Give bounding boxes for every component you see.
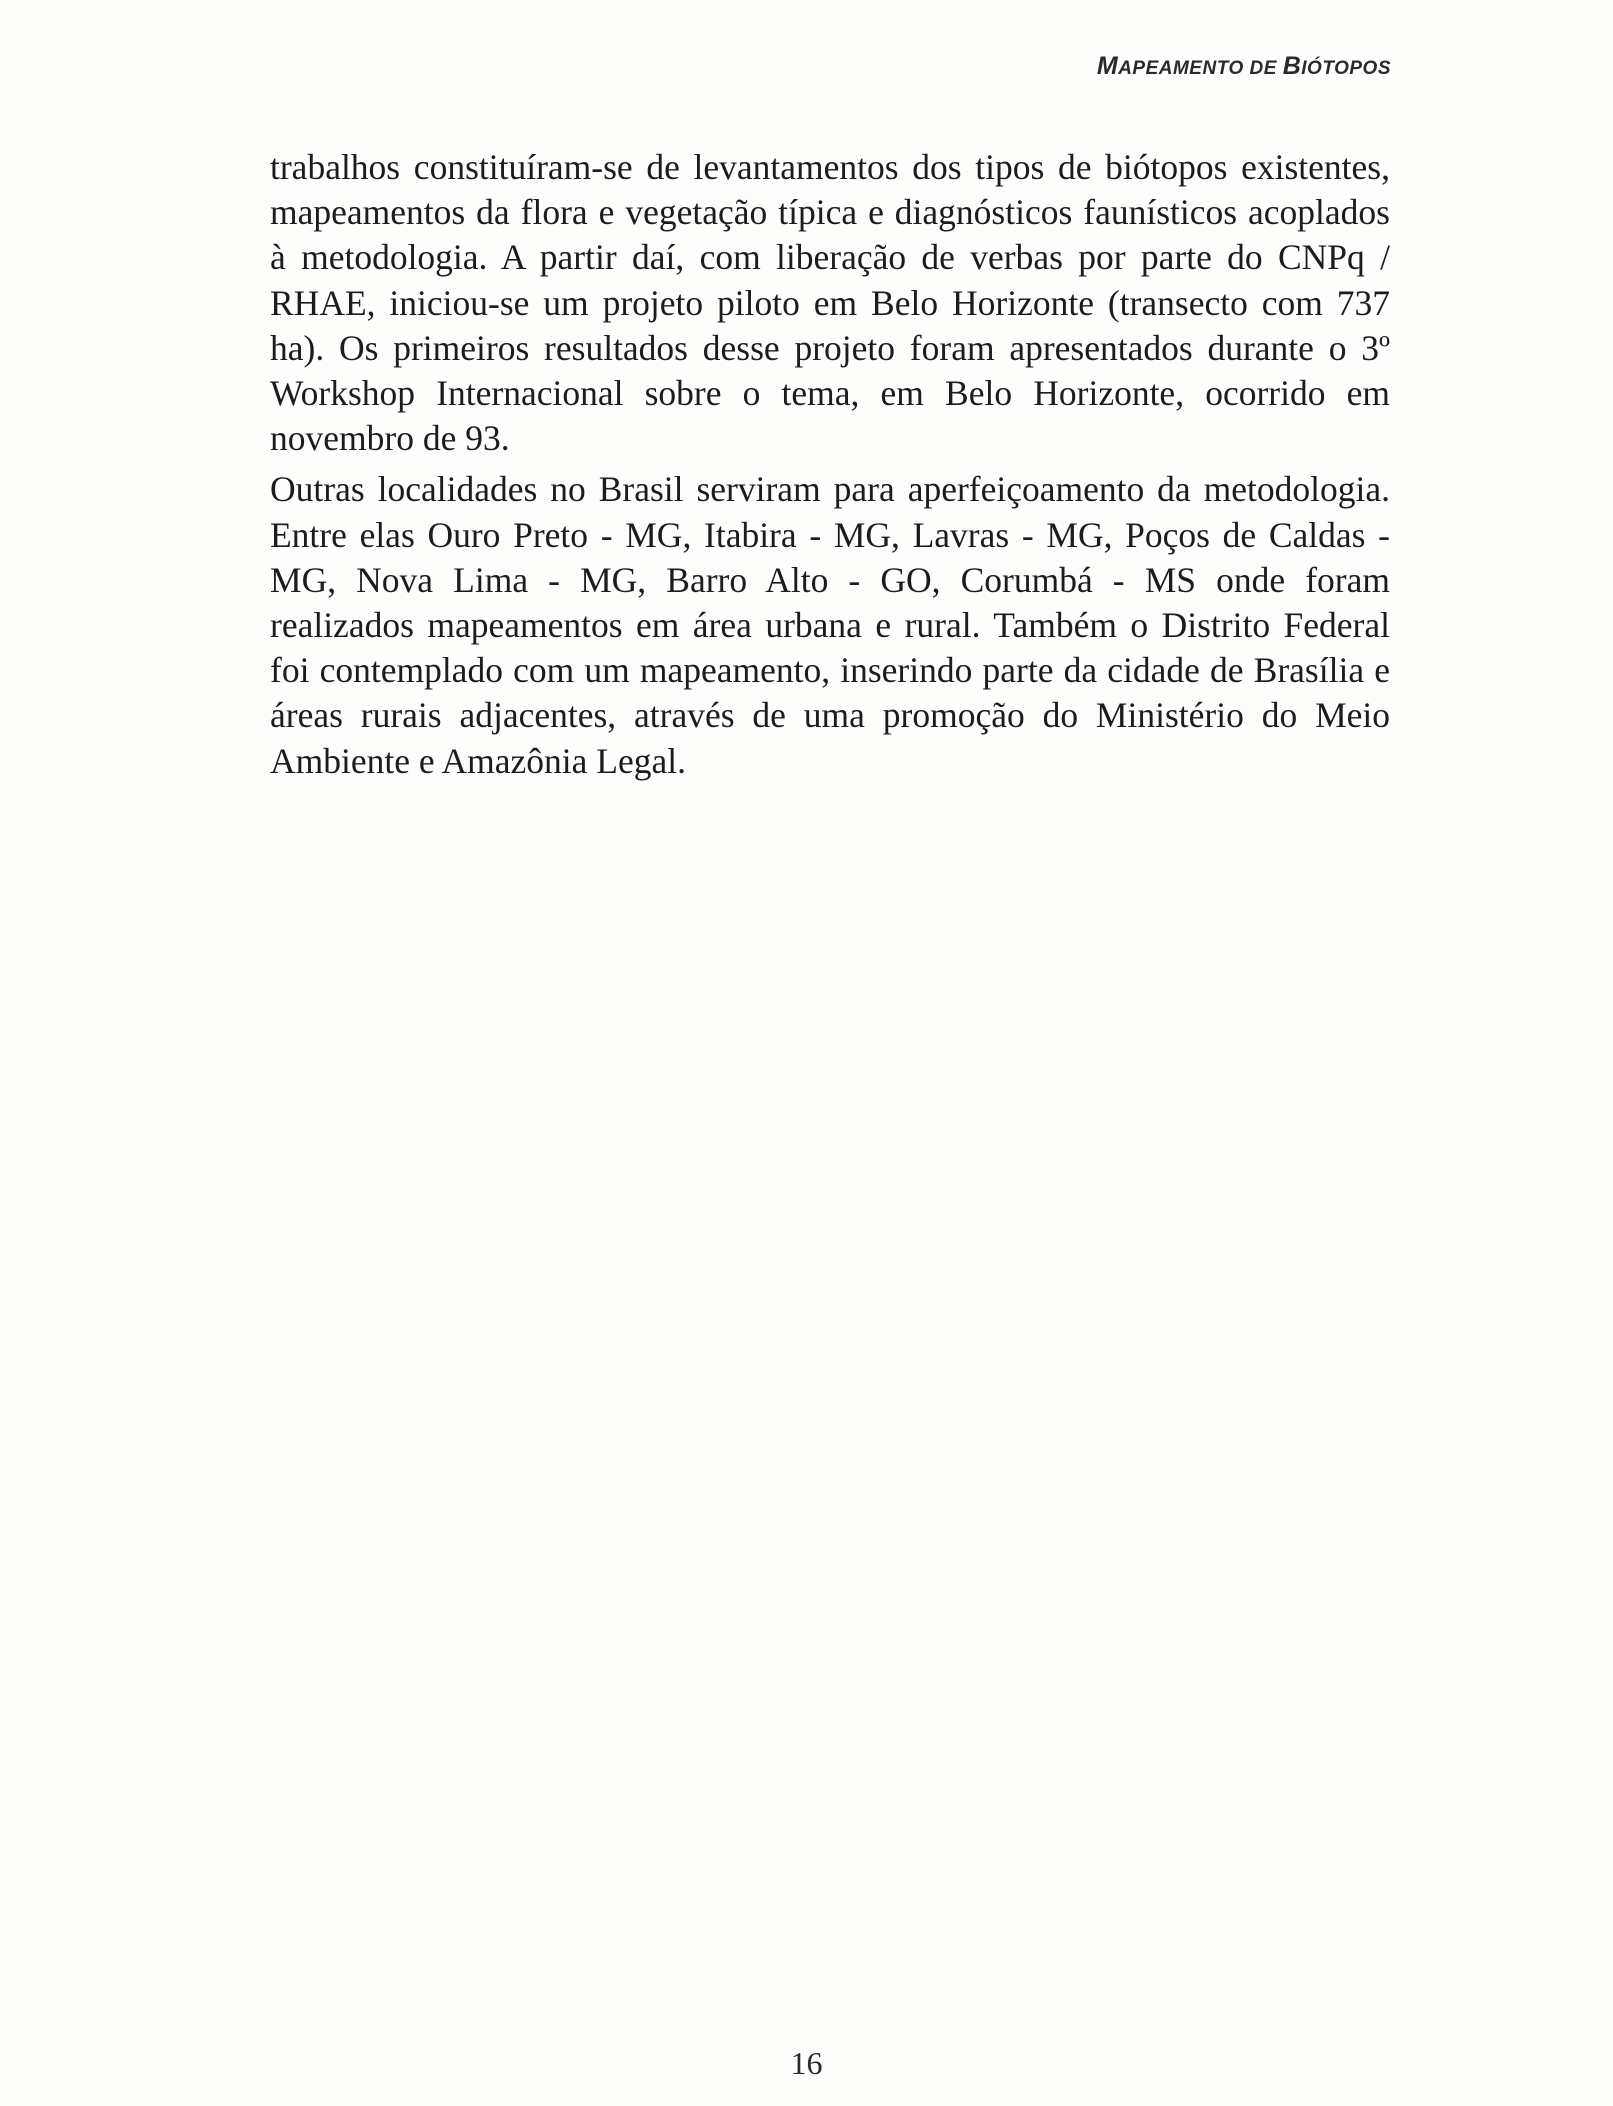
running-header-initial-2: B — [1282, 52, 1302, 80]
running-header-rest-1: APEAMENTO DE — [1118, 58, 1283, 79]
running-header-rest-2: IÓTOPOS — [1301, 58, 1391, 79]
page-number: 16 — [790, 2045, 823, 2081]
paragraph-1: trabalhos constituíram-se de levantamentos dos tipos de biótopos existentes, mapeamentos da flora e vegetação típica e diagnósticos faunísticos acoplados à metodologia. A partir daí, com liberação de verbas por parte do CNPq / RHAE, iniciou-se um projeto piloto em Belo Horizonte (transecto com 737 ha). Os primeiros resultados desse projeto foram apresentados durante o 3º Workshop Internacional sobre o tema, em Belo Horizonte, ocorrido em novembro de 93. — [270, 147, 1390, 459]
running-header-initial-1: M — [1096, 52, 1119, 80]
body-text — [270, 145, 1390, 784]
running-header — [1097, 52, 1391, 81]
paragraph-2: Outras localidades no Brasil serviram para aperfeiçoamento da metodologia. Entre elas Ouro Preto - MG, Itabira - MG, Lavras - MG, Poços de Caldas -MG, Nova Lima - MG, Barro Alto - GO, Corumbá - MS onde foram realizados mapeamentos em área urbana e rural. Também o Distrito Federal foi contemplado com um mapeamento, inserindo parte da cidade de Brasília e áreas rurais adjacentes, através de uma promoção do Ministério do Meio Ambiente e Amazônia Legal. — [270, 469, 1390, 781]
